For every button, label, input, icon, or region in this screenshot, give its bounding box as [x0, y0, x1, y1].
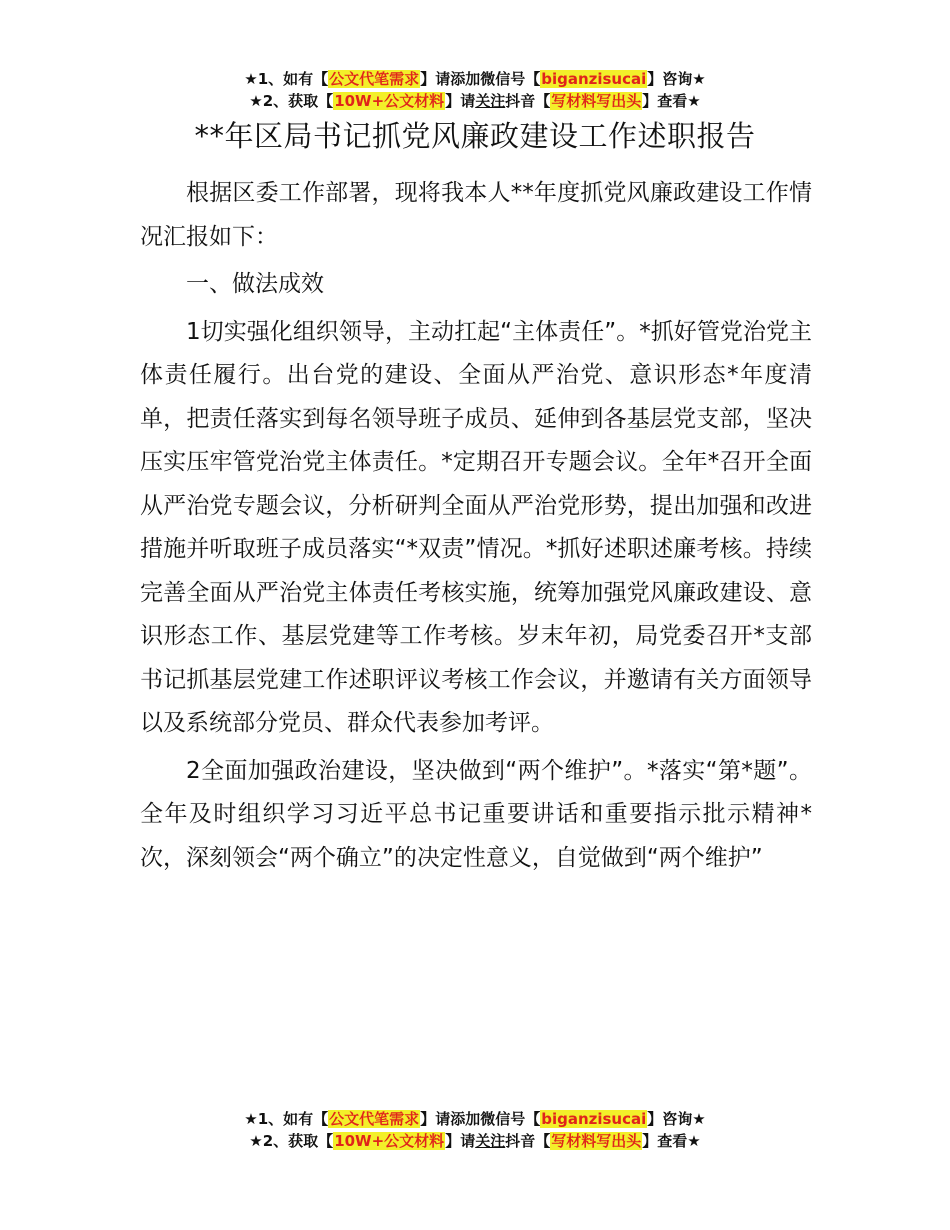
- promo-text: 】请添加微信号【: [420, 1110, 541, 1128]
- promo-text: 】咨询★: [647, 1110, 706, 1128]
- promo-text: ★1、如有【: [244, 1110, 329, 1128]
- promo-underline: 关注: [475, 92, 506, 110]
- body-paragraph: 1切实强化组织领导，主动扛起“主体责任”。*抓好管党治党主体责任履行。出台党的建设、全面从严治党、意识形态*年度清单，把责任落实到每名领导班子成员、延伸到各基层党支部，坚决压实压牢管党治党主体责任。*定期召开专题会议。全年*召开全面从严治党专题会议，分析研判全面从严治党形势，提出加强和改进措施并听取班子成员落实“*双责”情况。*抓好述职述廉考核。持续完善全面从严治党主体责任考核实施，统筹加强党风廉政建设、意识形态工作、基层党建等工作考核。岁末年初，局党委召开*支部书记抓基层党建工作述职评议考核工作会议，并邀请有关方面领导以及系统部分党员、群众代表参加考评。: [140, 318, 812, 736]
- promo-text: 】咨询★: [647, 70, 706, 88]
- promo-line-1: [0, 68, 950, 90]
- wechat-id-highlight: biganzisucai: [541, 70, 647, 88]
- promo-highlight: 公文代笔需求: [329, 70, 420, 88]
- promo-text: 抖音【: [505, 1132, 551, 1150]
- douyin-account-highlight: 写材料写出头: [551, 1132, 642, 1150]
- promo-text: 】查看★: [642, 1132, 701, 1150]
- document-body: [140, 172, 812, 880]
- promo-highlight: 公文代笔需求: [329, 1110, 420, 1128]
- promo-text: 】请添加微信号【: [420, 70, 541, 88]
- intro-paragraph: 根据区委工作部署，现将我本人**年度抓党风廉政建设工作情况汇报如下：: [140, 180, 812, 250]
- promo-text: ★1、如有【: [244, 70, 329, 88]
- promo-line-1: [0, 1108, 950, 1130]
- promo-banner-bottom: [0, 1108, 950, 1152]
- douyin-account-highlight: 写材料写出头: [551, 92, 642, 110]
- promo-highlight: 10W+公文材料: [334, 1132, 445, 1150]
- promo-text: 】请: [445, 92, 476, 110]
- promo-text: 】请: [445, 1132, 476, 1150]
- promo-text: ★2、获取【: [249, 92, 334, 110]
- body-paragraph: 2全面加强政治建设，坚决做到“两个维护”。*落实“第*题”。全年及时组织学习习近平总书记重要讲话和重要指示批示精神*次，深刻领会“两个确立”的决定性意义，自觉做到“两个维护”: [140, 757, 812, 871]
- promo-highlight: 10W+公文材料: [334, 92, 445, 110]
- document-title: **年区局书记抓党风廉政建设工作述职报告: [194, 119, 756, 153]
- section-heading: 一、做法成效: [186, 271, 324, 297]
- promo-line-2: [0, 90, 950, 112]
- promo-text: 抖音【: [505, 92, 551, 110]
- promo-line-2: [0, 1130, 950, 1152]
- promo-underline: 关注: [475, 1132, 506, 1150]
- promo-banner-top: [0, 68, 950, 112]
- promo-text: 】查看★: [642, 92, 701, 110]
- wechat-id-highlight: biganzisucai: [541, 1110, 647, 1128]
- promo-text: ★2、获取【: [249, 1132, 334, 1150]
